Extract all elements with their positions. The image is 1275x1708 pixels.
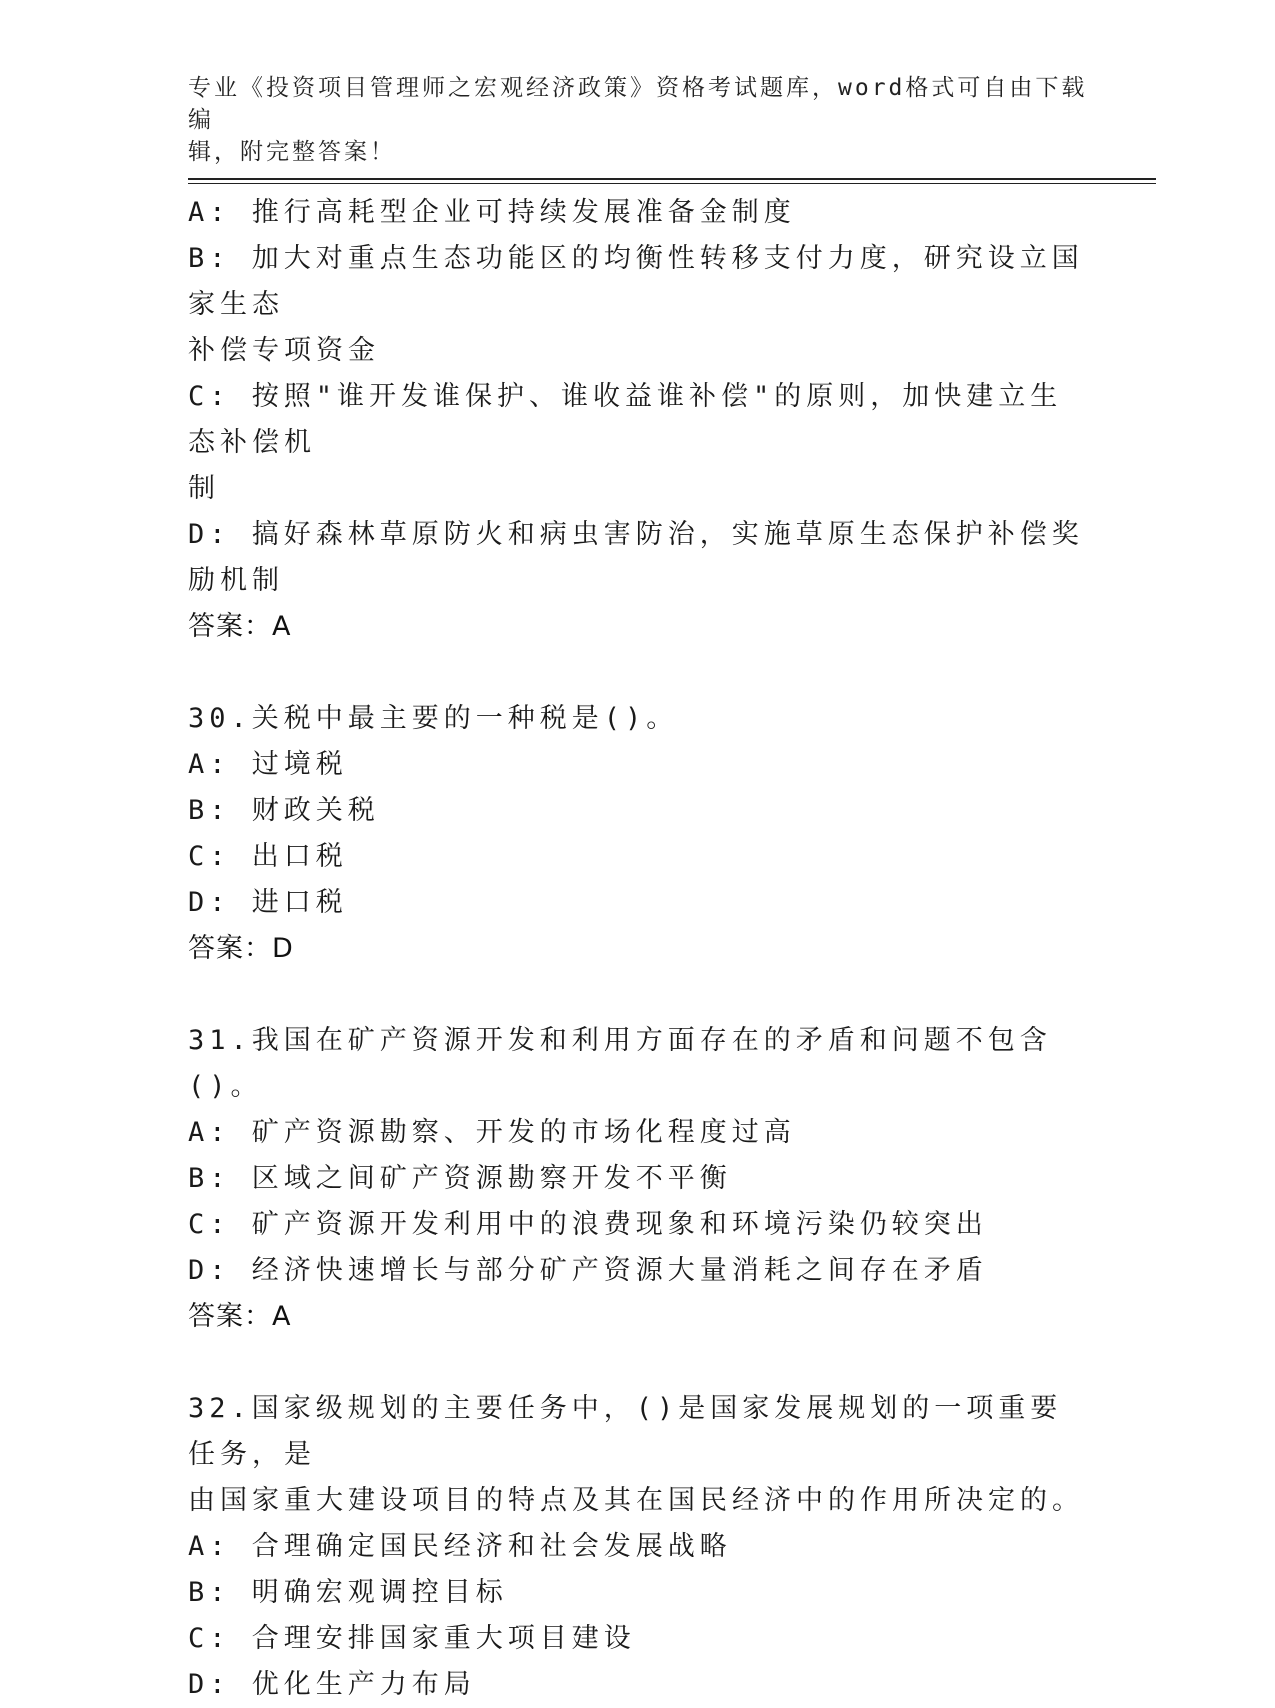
option-d: D: 进口税 <box>188 887 348 918</box>
question-stem: 30.关税中最主要的一种税是()。 <box>188 703 679 734</box>
option-a: A: 过境税 <box>188 749 348 780</box>
question-list <box>188 190 1088 1708</box>
document-header <box>188 72 1088 168</box>
question-stem-line-2: 由国家重大建设项目的特点及其在国民经济中的作用所决定的。 <box>188 1485 1084 1516</box>
document-page <box>188 0 1158 1700</box>
header-rule-thin <box>188 183 1156 184</box>
option-a: A: 推行高耗型企业可持续发展准备金制度 <box>188 197 796 228</box>
option-b: B: 明确宏观调控目标 <box>188 1577 508 1608</box>
option-b-line-1: B: 加大对重点生态功能区的均衡性转移支付力度，研究设立国家生态 <box>188 243 1084 320</box>
question-stem-line-1: 32.国家级规划的主要任务中，()是国家发展规划的一项重要任务，是 <box>188 1393 1063 1470</box>
answer-label: 答案：D <box>188 933 294 964</box>
question-29 <box>188 190 1088 650</box>
header-line-2: 辑，附完整答案！ <box>188 139 396 165</box>
answer-label: 答案：A <box>188 611 292 642</box>
option-a: A: 合理确定国民经济和社会发展战略 <box>188 1531 732 1562</box>
question-31 <box>188 1018 1088 1340</box>
option-c-line-1: C: 按照"谁开发谁保护、谁收益谁补偿"的原则，加快建立生态补偿机 <box>188 381 1063 458</box>
question-stem: 31.我国在矿产资源开发和利用方面存在的矛盾和问题不包含()。 <box>188 1025 1052 1102</box>
option-c: C: 出口税 <box>188 841 348 872</box>
question-30 <box>188 696 1088 972</box>
option-d: D: 优化生产力布局 <box>188 1669 476 1700</box>
option-c-line-2: 制 <box>188 473 220 504</box>
question-32 <box>188 1386 1088 1708</box>
option-b-line-2: 补偿专项资金 <box>188 335 380 366</box>
header-rule-thick <box>188 178 1156 180</box>
option-c: C: 矿产资源开发利用中的浪费现象和环境污染仍较突出 <box>188 1209 988 1240</box>
header-line-1: 专业《投资项目管理师之宏观经济政策》资格考试题库，word格式可自由下载编 <box>188 75 1088 133</box>
option-b: B: 财政关税 <box>188 795 380 826</box>
answer-label: 答案：A <box>188 1301 292 1332</box>
option-d: D: 经济快速增长与部分矿产资源大量消耗之间存在矛盾 <box>188 1255 988 1286</box>
option-a: A: 矿产资源勘察、开发的市场化程度过高 <box>188 1117 796 1148</box>
option-b: B: 区域之间矿产资源勘察开发不平衡 <box>188 1163 732 1194</box>
option-d: D: 搞好森林草原防火和病虫害防治，实施草原生态保护补偿奖励机制 <box>188 519 1084 596</box>
option-c: C: 合理安排国家重大项目建设 <box>188 1623 636 1654</box>
